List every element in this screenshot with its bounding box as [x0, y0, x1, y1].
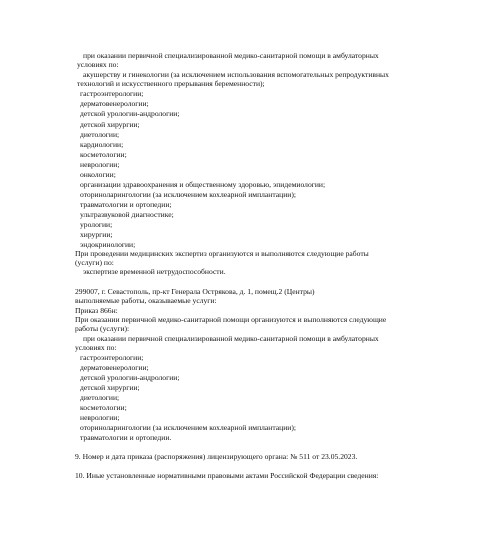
block2-list-item: гастроэнтерологии;	[80, 353, 144, 362]
block1-list-item: оториноларингологии (за исключением кохлеарной имплантации);	[80, 190, 296, 199]
block2-list-item: неврологии;	[80, 413, 120, 422]
block1-expertise-item: экспертизе временной нетрудоспособности.	[83, 267, 226, 276]
block1-list-item: неврологии;	[80, 160, 120, 169]
block1-list-item: детской урологии-андрологии;	[80, 109, 180, 118]
block1-list-item: детской хирургии;	[80, 120, 140, 129]
block1-item1-line2: технологий и искусственного прерывания беременности);	[77, 79, 265, 88]
block1-list-item: урологии;	[80, 220, 113, 229]
block2-primary-line1: При оказании первичной медико-санитарной помощи организуются и выполняются следующие	[75, 315, 387, 324]
block2-list-item: диетологии;	[80, 393, 120, 402]
block2-intro-line2: условиях по:	[75, 343, 117, 352]
block1-list-item: гастроэнтерологии;	[80, 89, 144, 98]
block2-list-item: детской урологии-андрологии;	[80, 373, 180, 382]
block1-list-item: онкологии;	[80, 170, 116, 179]
block1-intro-line2: условиях по:	[77, 60, 119, 69]
block2-primary-line2: работы (услуги):	[75, 324, 130, 333]
section-9: 9. Номер и дата приказа (распоряжения) лицензирующего органа: № 511 от 23.05.2023.	[75, 452, 358, 461]
block2-services-label: выполняемые работы, оказываемые услуги:	[75, 296, 217, 305]
block1-list-item: диетологии;	[80, 130, 120, 139]
block2-list-item: травматологии и ортопедии.	[80, 433, 172, 442]
block1-list-item: дерматовенерологии;	[80, 99, 149, 108]
block2-order: Приказ 866н:	[75, 306, 118, 315]
block1-list-item: эндокринологии;	[80, 240, 136, 249]
block2-intro-line1: при оказании первичной специализированной медико-санитарной помощи в амбулаторных	[83, 334, 379, 343]
block1-intro-line1: при оказании первичной специализированной медико-санитарной помощи в амбулаторных	[83, 51, 379, 60]
block1-list-item: хирургии;	[80, 230, 113, 239]
block1-expertise-line1: При проведении медицинских экспертиз организуются и выполняются следующие работы	[75, 249, 369, 258]
block2-list-item: детской хирургии;	[80, 383, 140, 392]
block2-address: 299007, г. Севастополь, пр-кт Генерала Острякова, д. 1, помещ.2 (Центры)	[75, 287, 315, 296]
block2-list-item: косметологии;	[80, 403, 127, 412]
block2-list-item: оториноларингологии (за исключением кохлеарной имплантации);	[80, 423, 296, 432]
block1-list-item: травматологии и ортопедии;	[80, 200, 172, 209]
section-10: 10. Иные установленные нормативными правовыми актами Российской Федерации сведения:	[75, 471, 379, 480]
block1-list-item: ультразвуковой диагностике;	[80, 210, 174, 219]
block1-item1-line1: акушерству и гинекологии (за исключением использования вспомогательных репродуктивных	[83, 70, 389, 79]
block1-list-item: кардиологии;	[80, 140, 124, 149]
block2-list-item: дерматовенерологии;	[80, 363, 149, 372]
block1-expertise-line2: (услуги) по:	[75, 258, 114, 267]
block1-list-item: косметологии;	[80, 150, 127, 159]
block1-list-item: организации здравоохранения и общественному здоровью, эпидемиологии;	[80, 180, 326, 189]
